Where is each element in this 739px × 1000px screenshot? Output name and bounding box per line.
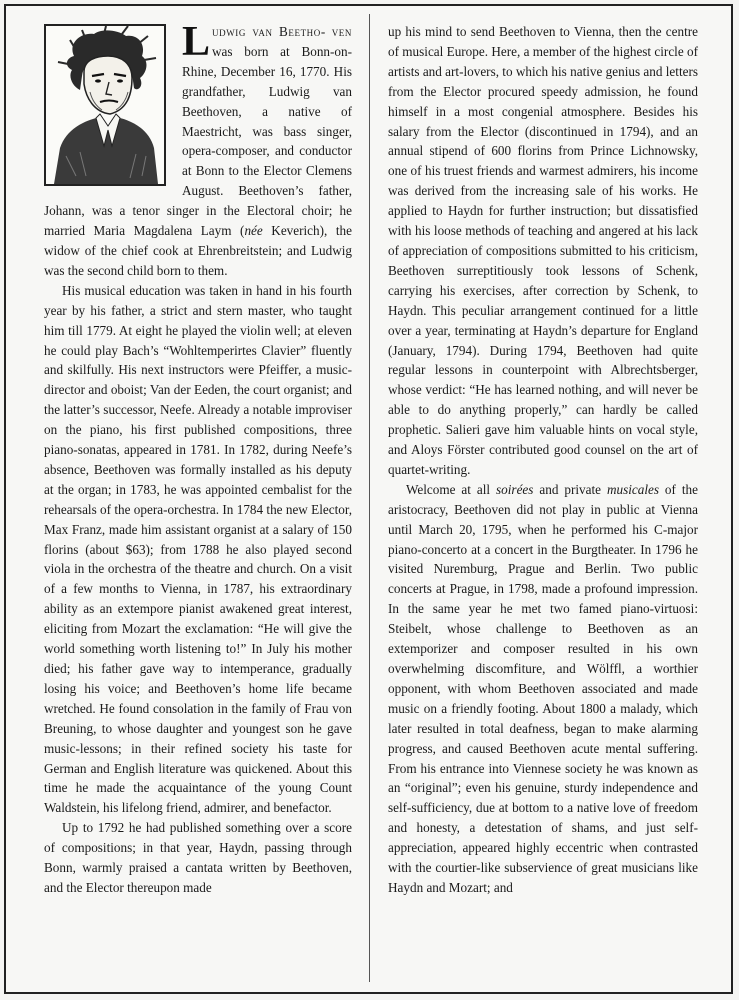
paragraph-3: Up to 1792 he had published something over a score of compositions; in that year, Haydn, passing through Bonn, warmly praised a cantata written by Beethoven, and the Elector thereupon made	[44, 820, 352, 895]
paragraph-4-italic-2: musicales	[606, 481, 659, 497]
paragraph-4-italic-1: soirées	[496, 481, 534, 497]
drop-cap: L	[182, 19, 211, 65]
beethoven-portrait	[44, 24, 166, 186]
paragraph-1-italic: née	[244, 223, 263, 239]
paragraph-4-b: and private	[533, 481, 607, 497]
column-divider	[369, 14, 370, 982]
opening-small-caps: udwig van Beetho-	[212, 24, 326, 39]
left-column	[44, 19, 352, 898]
paragraph-3-continued: up his mind to send Beethoven to Vienna, then the centre of musical Europe. Here, a member of the highest circle of artists and art-lovers, to which his native genius and letters from the Elector procured speedy admission, he found himself in a most congenial atmosphere. Besides his salary from the Elector (discontinued in 1794), and an annual stipend of 600 florins from Prince Lichnowsky, one of his truest friends and warmest admirers, his income was derived from the increasing sale of his works. He applied to Haydn for further instruction; but dissatisfied with his loose methods of teaching and angered at his lack of appreciation of compositions submitted to his criticism, Beethoven surreptitiously took lessons of Schenk, carrying his exercises, after correction by Schenk, to Haydn. This peculiar arrangement continued for a little over a year, terminating at Haydn’s departure for England (January, 1794). During 1794, Beethoven had quite regular lessons in counterpoint with Albrechtsberger, whose verdict: “He has learned nothing, and will never be able to do anything properly,” can hardly be called prophetic. Salieri gave him valuable hints on vocal style, and Aloys Förster contributed good counsel on the art of quartet-writing.	[388, 24, 698, 477]
paragraph-2: His musical education was taken in hand in his fourth year by his father, a strict and stern master, who taught him till 1779. At eight he played the violin well; at eleven he could play Bach’s “Wohltemperirtes Clavier” fluently and skilfully. His next instructors were Pfeiffer, a music-director and oboist; Van der Eeden, the court organist; and the latter’s successor, Neefe. Already a notable improviser on the piano, his first published compositions, three piano-sonatas, appeared in 1781. In 1782, during Neefe’s absence, Beethoven was formally installed as his deputy at the organ; in 1783, he was appointed cembalist for the rehearsals of the opera-orchestra. In 1784 the new Elector, Max Franz, made him assistant organist at a salary of 150 florins (about $63); from 1788 he also played second viola in the orchestra of the theatre and church. On a visit of a few months to Vienna, in 1787, his extraordinary ability as an extempore pianist awakened great interest, eliciting from Mozart the exclamation: “He will give the world something worth listening to!” In July his mother died; his father gave way to intemperance, gradually losing his voice; and Beethoven’s home life became wretched. He found consolation in the family of Frau von Breuning, to whose daughter and youngest son he gave music-lessons; in their refined society his taste for German and English literature was quickened. About this time he made the acquaintance of the young Count Waldstein, his lifelong friend, admirer, and benefactor.	[44, 282, 352, 816]
paragraph-4-a: Welcome at all	[406, 481, 497, 497]
portrait-icon	[46, 26, 164, 184]
right-column	[388, 22, 698, 898]
paragraph-4-c: of the aristocracy, Beethoven did not play in public at Vienna until March 20, 1795, when he performed his C-major piano-concerto at a concert in the Burgtheater. In 1796 he visited Nuremburg, Prague and Berlin. Two public concerts at Prague, in 1798, made a profound impression. In the same year he met two famed piano-virtuosi: Steibelt, whose challenge to Beethoven as an extemporizer and composer resulted in his own overwhelming discomfiture, and Wölffl, a worthier opponent, with whom Beethoven associated and made music on a friendly footing. About 1800 a malady, which later resulted in total deafness, began to make alarming progress, and caused Beethoven acute mental suffering. From his entrance into Viennese society he was known as an “original”; even his genuine, sturdy independence and self-sufficiency, due at bottom to a native love of freedom and honesty, a detestation of shams, and just self-appreciation, appeared highly eccentric when contrasted with the courtier-like subservience of great musicians like Haydn and Mozart; and	[388, 481, 698, 895]
opening-small-caps-2: ven	[331, 24, 352, 39]
paragraph-1-end: Keverich), the widow of the chief cook at Ehrenbreitstein; and Ludwig was the second child born to them.	[44, 223, 352, 278]
paragraph-1-text: was born at Bonn-on-Rhine, December 16, 1770. His grandfather, Ludwig van Beethoven, a native of Maestricht, was bass singer, opera-composer, and conductor at Bonn to the Elector Clemens August. Beethoven’s father, Johann, was a tenor singer in the Electoral choir; he married Maria Magdalena Laym (	[44, 43, 352, 239]
paragraph-4	[388, 480, 698, 898]
